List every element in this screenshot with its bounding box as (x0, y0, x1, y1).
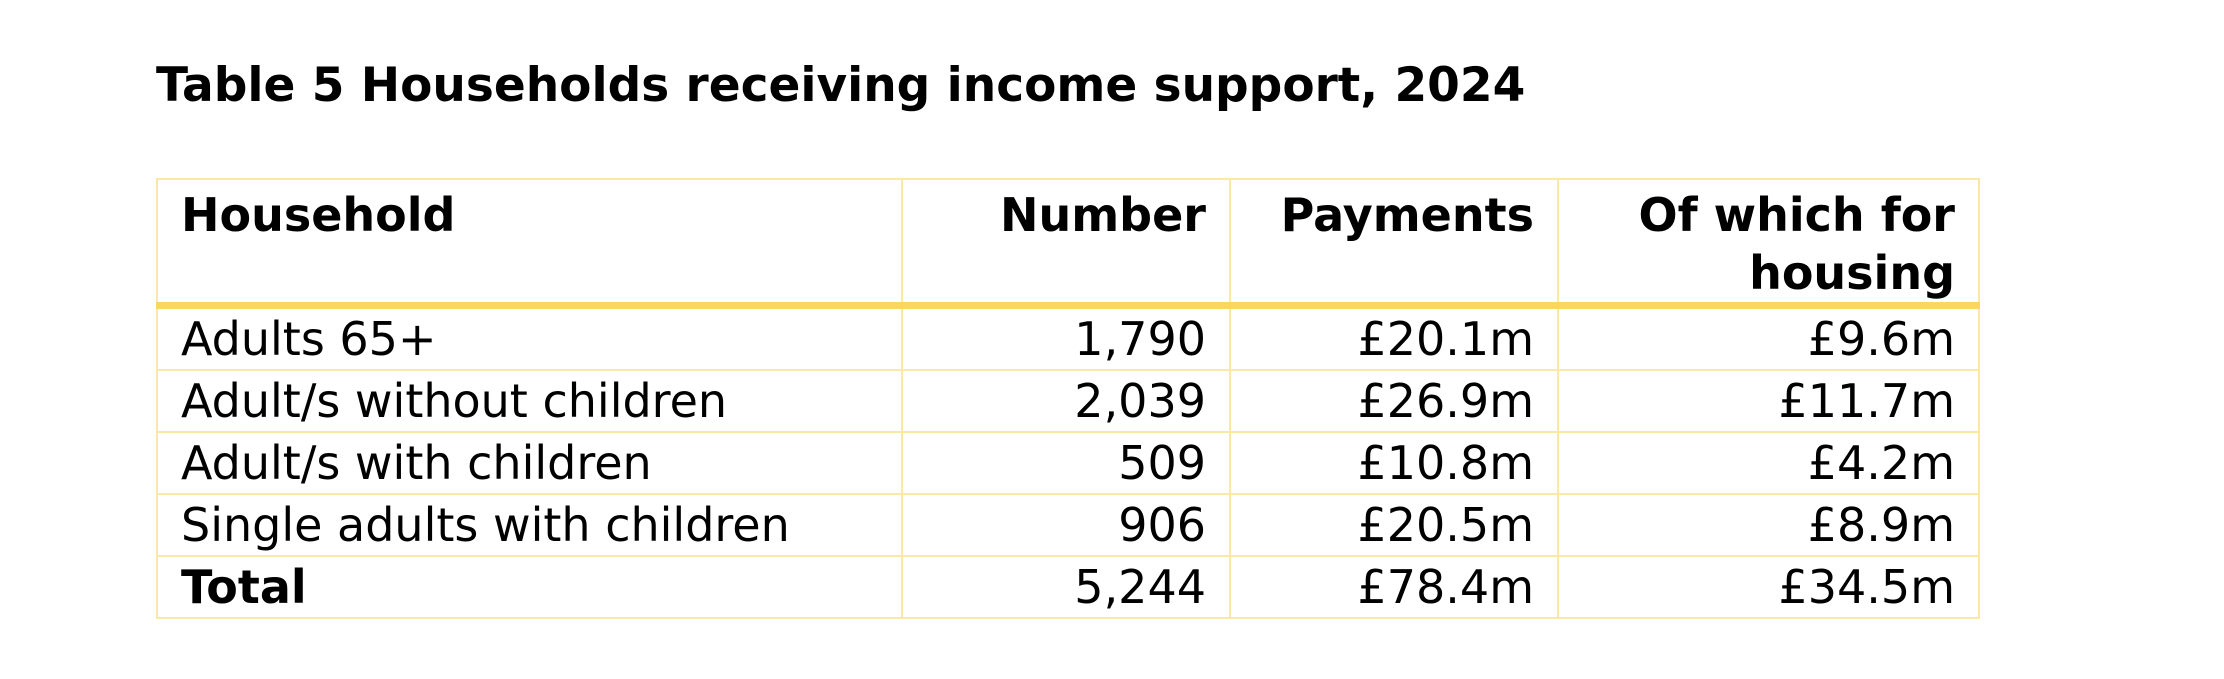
number-cell: 2,039 (902, 370, 1230, 432)
household-cell: Adult/s without children (157, 370, 902, 432)
household-cell: Single adults with children (157, 494, 902, 556)
column-header-household: Household (157, 179, 902, 306)
table-row (157, 370, 1979, 432)
table-title: Table 5 Households receiving income support, 2024 (156, 58, 1526, 113)
number-cell: 906 (902, 494, 1230, 556)
number-cell: 1,790 (902, 306, 1230, 371)
household-cell: Adults 65+ (157, 306, 902, 371)
payments-cell: £20.5m (1230, 494, 1558, 556)
total-housing-cell: £34.5m (1558, 556, 1979, 618)
housing-cell: £4.2m (1558, 432, 1979, 494)
table-row (157, 494, 1979, 556)
payments-cell: £20.1m (1230, 306, 1558, 371)
table-row (157, 306, 1979, 371)
number-cell: 509 (902, 432, 1230, 494)
column-header-housing: Of which for housing (1558, 179, 1979, 306)
housing-cell: £11.7m (1558, 370, 1979, 432)
housing-cell: £9.6m (1558, 306, 1979, 371)
total-label-cell: Total (157, 556, 902, 618)
total-payments-cell: £78.4m (1230, 556, 1558, 618)
column-header-payments: Payments (1230, 179, 1558, 306)
payments-cell: £10.8m (1230, 432, 1558, 494)
total-number-cell: 5,244 (902, 556, 1230, 618)
table-row (157, 432, 1979, 494)
income-support-table (156, 178, 1980, 619)
housing-cell: £8.9m (1558, 494, 1979, 556)
table-header-row (157, 179, 1979, 306)
column-header-number: Number (902, 179, 1230, 306)
total-row (157, 556, 1979, 618)
payments-cell: £26.9m (1230, 370, 1558, 432)
household-cell: Adult/s with children (157, 432, 902, 494)
